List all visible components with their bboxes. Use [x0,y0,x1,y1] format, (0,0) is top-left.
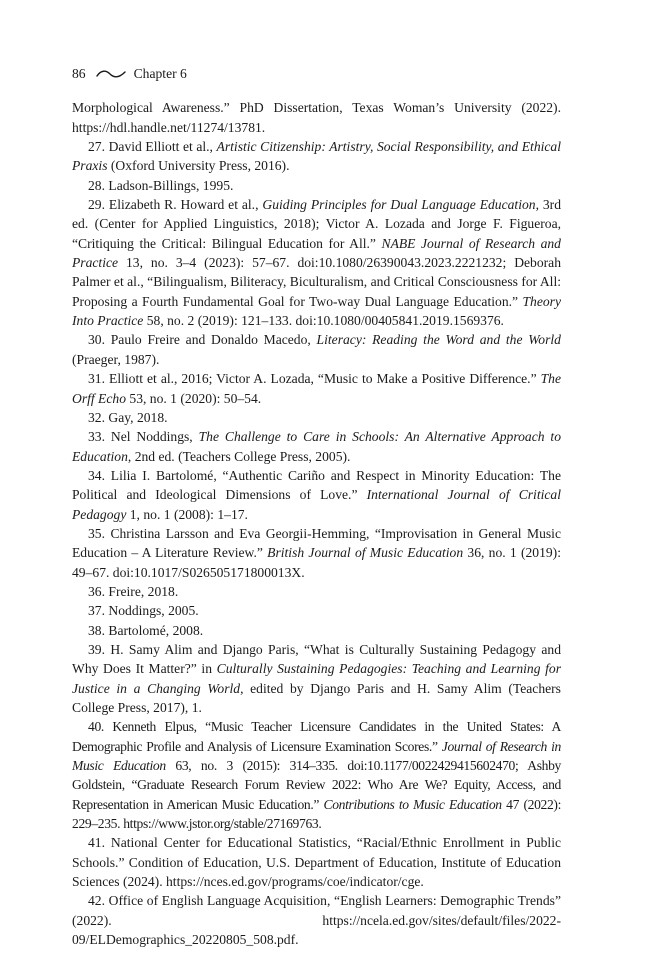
endnote-31 [72,369,561,408]
endnote-text: Kenneth Elpus, “Music Teacher Licensure Candidates in the United States: A Demographic Profile and Analysis of Licensure Examination Scores.” [72,719,561,754]
endnote-text: David Elliott et al., [108,139,217,155]
endnote-text: Gay, 2018. [108,409,168,425]
endnote-36 [72,582,561,601]
endnote-37 [72,601,561,620]
endnote-text: Lilia I. Bartolomé, “Authentic Cariño and Respect in Minority Education: The Political and Ideological Dimensions of Love.” [72,467,561,503]
endnote-number: 42. [88,893,105,909]
endnote-34 [72,466,561,524]
endnote-number: 35. [88,525,105,541]
endnote-number: 31. [88,371,105,387]
endnote-number: 28. [88,177,105,193]
endnote-text: National Center for Educational Statistics, “Racial/Ethnic Enrollment in Public Schools.” Condition of Education, U.S. Department of Education, Institute of Education Sciences (2024). https://nces.ed.gov/programs/coe/indicator/cge. [72,835,562,890]
endnote-text: Office of English Language Acquisition, “English Learners: Demographic Trends” (2022). https://ncela.ed.gov/sites/default/files/2022-09/ELDemographics_20220805_508.pdf. [72,893,561,948]
endnote-title-italic: Contributions to Music Education [323,796,502,812]
endnote-text: (Oxford University Press, 2016). [107,158,290,174]
endnote-30 [72,330,561,369]
endnote-text: 53, no. 1 (2020): 50–54. [126,390,262,406]
endnote-number: 37. [88,603,105,619]
endnote-number: 30. [88,332,105,348]
endnote-text: Morphological Awareness.” PhD Dissertation, Texas Woman’s University (2022). https://hdl.handle.net/11274/13781. [72,100,561,135]
endnote-title-italic: NABE Journal of Research and Practice [72,235,561,271]
endnote-text: Elliott et al., 2016; Victor A. Lozada, “Music to Make a Positive Difference.” [109,371,541,387]
endnote-41 [72,833,561,891]
endnote-title-italic: The Orff Echo [72,371,562,406]
endnote-number: 39. [88,641,105,657]
endnote-number: 34. [88,467,105,483]
endnote-number: 33. [88,429,105,445]
endnote-text: 47 (2022): 229–235. https://www.jstor.org/stable/27169763. [72,796,562,832]
endnote-number: 32. [88,409,105,425]
endnote-text: Noddings, 2005. [108,603,199,619]
endnote-number: 40. [88,719,104,735]
endnote-title-italic: Theory Into Practice [72,293,561,329]
endnote-40 [72,717,561,833]
endnote-27 [72,137,561,176]
running-header [72,64,561,83]
endnote-text: Freire, 2018. [108,583,179,599]
endnote-text: , edited by Django Paris and H. Samy Alim (Teachers College Press, 2017), 1. [72,680,561,715]
chapter-label: Chapter 6 [133,66,187,81]
endnote-title-italic: The Challenge to Care in Schools: An Alternative Approach to Education [72,429,561,464]
endnote-32 [72,408,561,427]
page-number: 86 [72,66,86,81]
ornament-swash-icon [96,68,126,80]
endnote-text: (Praeger, 1987). [72,351,160,367]
endnote-title-italic: Guiding Principles for Dual Language Education [262,197,536,213]
endnote-title-italic: British Journal of Music Education [267,545,464,561]
endnote-title-italic: Culturally Sustaining Pedagogies: Teaching and Learning for Justice in a Changing World [72,661,561,696]
endnote-number: 29. [88,197,105,213]
book-page [72,64,561,949]
endnote-text: Elizabeth R. Howard et al., [108,197,263,213]
endnote-title-italic: International Journal of Critical Pedagogy [72,487,561,522]
endnote-33 [72,427,561,466]
endnote-42 [72,891,561,949]
endnote-number: 41. [88,835,105,851]
endnote-number: 36. [88,583,105,599]
endnote-text: Paulo Freire and Donaldo Macedo, [110,332,317,348]
endnote-cont [72,98,561,137]
endnotes-list [72,98,561,949]
endnote-text: 36, no. 1 (2019): 49–67. doi:10.1017/S026505171800013X. [72,545,561,580]
endnote-38 [72,621,561,640]
endnote-39 [72,640,561,717]
endnote-title-italic: Journal of Research in Music Education [72,738,561,774]
endnote-text: Ladson-Billings, 1995. [108,177,234,193]
endnote-text: 58, no. 2 (2019): 121–133. doi:10.1080/00405841.2019.1569376. [143,313,504,329]
endnote-title-italic: Artistic Citizenship: Artistry, Social Responsibility, and Ethical Praxis [72,139,561,174]
endnote-text: Nel Noddings, [110,429,199,445]
endnote-title-italic: Literacy: Reading the Word and the World [316,332,561,348]
endnote-35 [72,524,561,582]
endnote-text: H. Samy Alim and Django Paris, “What is Culturally Sustaining Pedagogy and Why Does It Matter?” in [72,641,561,677]
endnote-text: 63, no. 3 (2015): 314–335. doi:10.1177/0022429415602470; Ashby Goldstein, “Graduate Research Forum Review 2022: Who Are We? Equity, Access, and Representation in American Music Education.” [72,758,561,812]
endnote-text: Bartolomé, 2008. [108,622,204,638]
endnote-number: 27. [88,139,105,155]
endnote-text: , 2nd ed. (Teachers College Press, 2005). [127,448,351,464]
endnote-text: , 3rd ed. (Center for Applied Linguistics, 2018); Victor A. Lozada and Jorge F. Figueroa, “Critiquing the Critical: Bilingual Education for All.” [72,197,561,251]
endnote-29 [72,195,561,330]
endnote-number: 38. [88,622,105,638]
endnote-text: Christina Larsson and Eva Georgii-Hemming, “Improvisation in General Music Education – A Literature Review.” [72,525,561,561]
endnote-28 [72,176,561,195]
endnote-text: 1, no. 1 (2008): 1–17. [126,506,248,522]
endnote-text: 13, no. 3–4 (2023): 57–67. doi:10.1080/26390043.2023.2221232; Deborah Palmer et al., “Bilingualism, Biliteracy, Biculturalism, and Critical Consciousness for All: Proposing a Fourth Fundamental Goal for Two-way Dual Language Education.” [72,255,561,309]
